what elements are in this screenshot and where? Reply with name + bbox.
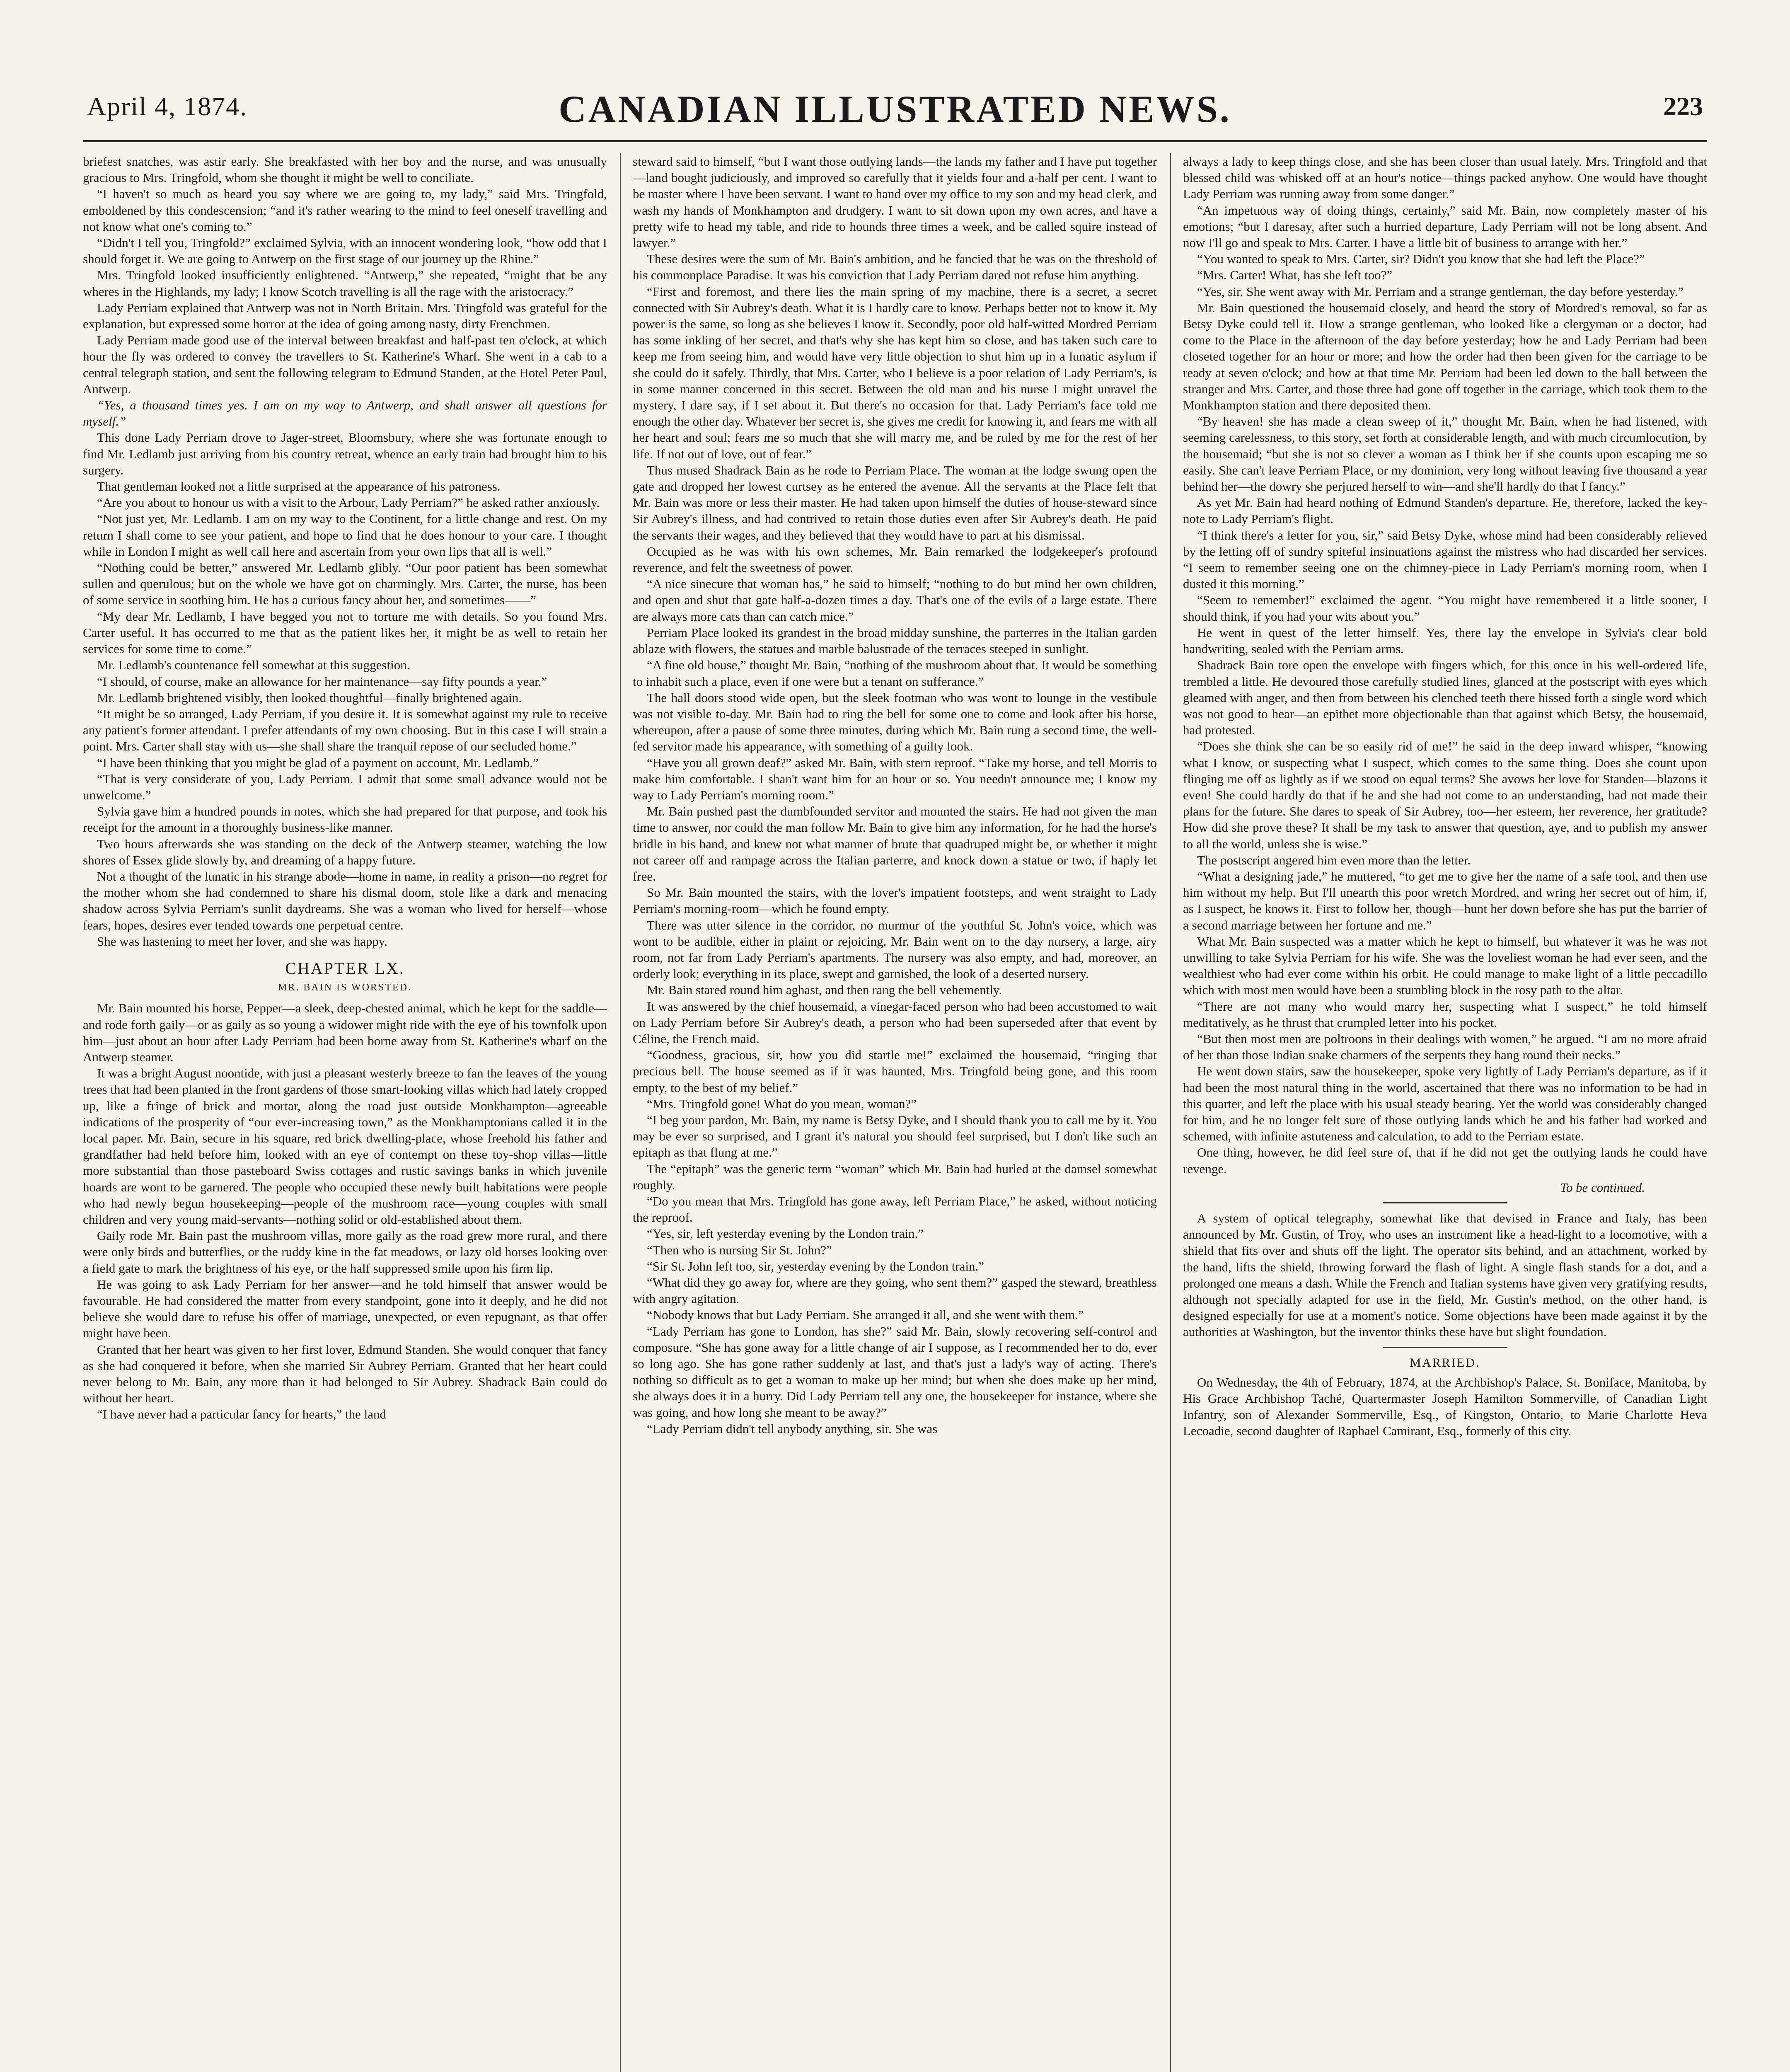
paragraph: That gentleman looked not a little surprised at the appearance of his patroness. — [97, 479, 501, 494]
paragraph: Two hours afterwards she was standing on the deck of the Antwerp steamer, watching the low shores of Essex glide slowly by, and dreaming of a happy future. — [83, 836, 607, 867]
paragraph: As yet Mr. Bain had heard nothing of Edmund Standen's departure. He, therefore, lacked the key-note to Lady Perriam's flight. — [1183, 495, 1707, 526]
paragraph: Mr. Ledlamb's countenance fell somewhat at this suggestion. — [97, 658, 410, 673]
paragraph: “There are not many who would marry her, suspecting what I suspect,” he told himself meditatively, as he thrust that crumpled letter into his pocket. — [1183, 999, 1707, 1030]
paragraph: Lady Perriam explained that Antwerp was not in North Britain. Mrs. Tringfold was grateful for the explanation, but expressed some horror at the idea of going among nasty, dirty Frenchmen. — [83, 300, 607, 332]
paragraph: So Mr. Bain mounted the stairs, with the lover's impatient footsteps, and went straight to Lady Perriam's morning-room—which he found empty. — [633, 885, 1157, 916]
paragraph: “You wanted to speak to Mrs. Carter, sir? Didn't you know that she had left the Place?” — [1197, 252, 1645, 266]
paragraph: “A fine old house,” thought Mr. Bain, “nothing of the mushroom about that. It would be something to inhabit such a place, even if one were but a tenant on sufferance.” — [633, 658, 1157, 689]
paragraph: always a lady to keep things close, and she has been closer than usual lately. Mrs. Tringfold and that blessed child was whisked off at an hour's notice—things packed anyhow. One would have thought Lady Perriam was running away from some danger.” — [1183, 154, 1707, 201]
chapter-body — [83, 1000, 607, 1422]
paragraph: He was going to ask Lady Perriam for her answer—and he told himself that answer would be favourable. He had considered the matter from every standpoint, gone into it deeply, and he did not believe she would dare to refuse his offer of marriage, unexpected, or even repugnant, as that offer might have been. — [83, 1277, 607, 1341]
paragraph: “Not just yet, Mr. Ledlamb. I am on my way to the Continent, for a little change and rest. On my return I shall come to see your patient, and hope to find that he does honour to your care. I thought while in London I might as well call here and ascertain from your own lips that all is well.” — [83, 511, 607, 559]
section-divider — [1383, 1202, 1507, 1203]
paragraph: The postscript angered him even more than the letter. — [1197, 852, 1471, 867]
paragraph: Gaily rode Mr. Bain past the mushroom villas, more gaily as the road grew more rural, and there were only birds and butterflies, or the ruddy kine in the fat meadows, or lazy old horses looking over a field gate to mark the brightness of his eye, or the half suppressed smile upon his firm lip. — [83, 1228, 607, 1276]
paragraph: What Mr. Bain suspected was a matter which he kept to himself, but whatever it was he was not unwilling to take Sylvia Perriam for his wife. She was the loveliest woman he had ever seen, and the wealthiest who had ever come within his orbit. He could manage to make light of a little peccadillo which with most men would have been a stumbling block in the rosy path to the altar. — [1183, 934, 1707, 997]
paragraph: These desires were the sum of Mr. Bain's ambition, and he fancied that he was on the threshold of his commonplace Paradise. It was his conviction that Lady Perriam dared not refuse him anything. — [633, 252, 1157, 283]
paragraph: The hall doors stood wide open, but the sleek footman who was wont to lounge in the vestibule was not visible to-day. Mr. Bain had to ring the bell for some one to come and look after his horse, whereupon, after a pause of some three minutes, during which Mr. Bain rung a second time, the well-fed servitor made his appearance, with something of a guilty look. — [633, 690, 1157, 754]
paragraph: “Sir St. John left too, sir, yesterday evening by the London train.” — [647, 1259, 984, 1273]
chapter-body-end — [1183, 153, 1707, 1177]
to-be-continued: To be continued. — [1560, 1180, 1645, 1195]
paragraph: “By heaven! she has made a clean sweep of it,” thought Mr. Bain, when he had listened, with seeming carelessness, to this story, set forth at considerable length, and with much circumlocution, by the housemaid; “but she is not so clever a woman as I think her if she counts upon escaping me so easily. She can't leave Perriam Place, or my dominion, very long without leaving five thousand a year behind her—the dowry she perjured herself to win—and she'll hardly do that I fancy.” — [1183, 414, 1707, 494]
paragraph: steward said to himself, “but I want those outlying lands—the lands my father and I have put together—land bought judiciously, and improved so carefully that it yields four and a-half per cent. I want to be master where I have been servant. I want to hand over my office to my son and my head clerk, and wash my hands of Monkhampton and drudgery. I want to sit down upon my own acres, and have a pretty wife to head my table, and ride to hounds three times a week, and be called squire instead of lawyer.” — [633, 154, 1157, 250]
paragraph: Sylvia gave him a hundred pounds in notes, which she had prepared for that purpose, and took his receipt for the amount in a thoroughly business-like manner. — [83, 804, 607, 835]
paragraph: “Do you mean that Mrs. Tringfold has gone away, left Perriam Place,” he asked, without noticing the reproof. — [633, 1194, 1157, 1225]
paragraph: “I haven't so much as heard you say where we are going to, my lady,” said Mrs. Tringfold, emboldened by this condescension; “and it's rather wearing to the mind to feel oneself travelling and not know what one's coming to.” — [83, 186, 607, 234]
paragraph: “Nothing could be better,” answered Mr. Ledlamb glibly. “Our poor patient has been somewhat sullen and querulous; but on the whole we have got on charmingly. Mrs. Carter, the nurse, has been of some service in soothing him. He has a curious fancy about her, and sometimes——” — [83, 560, 607, 608]
paragraph: Perriam Place looked its grandest in the broad midday sunshine, the parterres in the Italian garden ablaze with flowers, the statues and marble balustrade of the terraces steeped in sunlight. — [633, 625, 1157, 656]
telegram-text: “Yes, a thousand times yes. I am on my way to Antwerp, and shall answer all questions for myself.” — [83, 398, 607, 429]
paragraph: “I have never had a particular fancy for hearts,” the land — [97, 1407, 386, 1422]
paragraph: He went down stairs, saw the housekeeper, spoke very lightly of Lady Perriam's departure, as if it had been the most natural thing in the world, ascertained that there was no information to be had in this quarter, and left the place with his usual steady bearing. Yet the world was considerably changed for him, and he no longer felt sure of those outlying lands which he and his father had worked and schemed, with infinite astuteness and calculation, to add to the Perriam estate. — [1183, 1064, 1707, 1144]
paragraph: There was utter silence in the corridor, no murmur of the youthful St. John's voice, which was wont to be audible, either in plaint or rejoicing. Mr. Bain went on to the day nursery, a large, airy room, not far from Lady Perriam's apartments. The nursery was also empty, and had, moreover, an orderly look; everything in its place, swept and garnished, the look of a deserted nursery. — [633, 917, 1157, 981]
newspaper-page — [83, 83, 1707, 2072]
paragraph: “Mrs. Carter! What, has she left too?” — [1197, 268, 1393, 283]
paragraph: Mr. Bain mounted his horse, Pepper—a sleek, deep-chested animal, which he kept for the saddle—and rode forth gaily—or as gaily as so young a widower might ride with the eye of his townfolk upon him—just about an hour after Lady Perriam had been borne away from St. Katherine's wharf on the Antwerp steamer. — [83, 1001, 607, 1064]
paragraph: “Yes, sir, left yesterday evening by the London train.” — [647, 1226, 924, 1241]
column-divider — [620, 153, 621, 2072]
column-divider — [1170, 153, 1171, 2072]
paragraph: “Goodness, gracious, sir, how you did startle me!” exclaimed the housemaid, “ringing that precious bell. The house seemed as if it was haunted, Mrs. Tringfold being gone, and this room empty, to the best of my belief.” — [633, 1048, 1157, 1095]
paragraph: “Have you all grown deaf?” asked Mr. Bain, with stern reproof. “Take my horse, and tell Morris to make him comfortable. I shan't want him for an hour or so. You needn't announce me; I know my way to Lady Perriam's morning room.” — [633, 755, 1157, 802]
paragraph: “That is very considerate of you, Lady Perriam. I admit that some small advance would not be unwelcome.” — [83, 771, 607, 802]
paragraph: It was answered by the chief housemaid, a vinegar-faced person who had been accustomed to wait on Lady Perriam before Sir Aubrey's death, a person who had been superseded after that event by Céline, the French maid. — [633, 999, 1157, 1046]
paragraph: “Mrs. Tringfold gone! What do you mean, woman?” — [647, 1096, 917, 1111]
paragraph: Mr. Bain pushed past the dumbfounded servitor and mounted the stairs. He had not given the man time to answer, nor could the man follow Mr. Bain to give him any information, for he had the horse's bridle in his hand, and knew not what manner of brute that quadruped might be, or whether it might not career off and rampage across the Italian parterre, and knock down a statue or two, if haply let free. — [633, 804, 1157, 884]
chapter-subheading: MR. BAIN IS WORSTED. — [278, 982, 412, 993]
story-continuation-2 — [83, 429, 607, 949]
paragraph: “Does she think she can be so easily rid of me!” he said in the deep inward whisper, “knowing what I know, or suspecting what I suspect, which comes to the same thing. Does she count upon flinging me off as lightly as if we stood on equal terms? She avows her love for Standen—blazons it even! She could hardly do that if he and she had not come to an understanding, had not made their plans for the future. She dares to speak of Sir Aubrey, too—her esteem, her reverence, her gratitude? How did she prove these? It shall be my task to answer that question, aye, and to publish my answer to all the world, unless she is wise.” — [1183, 739, 1707, 851]
masthead — [83, 83, 1707, 141]
paragraph: Mr. Bain stared round him aghast, and then rang the bell vehemently. — [647, 983, 1002, 997]
telegraphy-article: A system of optical telegraphy, somewhat like that devised in France and Italy, has been announced by Mr. Gustin, of Troy, who uses an instrument like a head-light to a locomotive, with a shield that fits over and shuts off the light. The operator sits behind, and an attachment, worked by the hand, lifts the shield, throwing forward the flash of light. A single flash stands for a dot, and a prolonged one means a dash. While the French and Italian systems have given very gratifying results, although not specially adapted for use in the field, Mr. Gustin's method, on the other hand, is designed especially for use at a moment's notice. Some objections have been made against it by the authorities at Washington, but the inventor thinks these have but slight foundation. — [1183, 1211, 1707, 1339]
paragraph: Lady Perriam made good use of the interval between breakfast and half-past ten o'clock, at which hour the fly was ordered to convey the travellers to St. Katherine's Wharf. She went in a cab to a central telegraph station, and sent the following telegram to Edmund Standen, at the Hotel Peter Paul, Antwerp. — [83, 333, 607, 396]
paragraph: This done Lady Perriam drove to Jager-street, Bloomsbury, where she was fortunate enough to find Mr. Ledlamb just arriving from his country retreat, whence an early train had brought him to his surgery. — [83, 430, 607, 477]
story-continuation — [83, 153, 607, 397]
paragraph: “An impetuous way of doing things, certainly,” said Mr. Bain, now completely master of his emotions; “but I daresay, after such a hurried departure, Lady Perriam will not be long absent. And now I'll go and speak to Mrs. Carter. I have a little bit of business to arrange with her.” — [1183, 203, 1707, 250]
paragraph: “I should, of course, make an allowance for her maintenance—say fifty pounds a year.” — [97, 674, 547, 689]
paragraph: Thus mused Shadrack Bain as he rode to Perriam Place. The woman at the lodge swung open the gate and dropped her lowest curtsey as he entered the avenue. All the servants at the Place felt that Mr. Bain was more or less their master. He had taken upon himself the duties of house-steward since Sir Aubrey's illness, and had contrived to retain those duties even after Sir Aubrey's death. He paid the servants their wages, and they believed that they would have to part at his dismissal. — [633, 462, 1157, 542]
paragraph: “Nobody knows that but Lady Perriam. She arranged it all, and she went with them.” — [647, 1307, 1084, 1322]
paragraph: Mr. Ledlamb brightened visibly, then looked thoughtful—finally brightened again. — [97, 690, 522, 705]
paragraph: Granted that her heart was given to her first lover, Edmund Standen. She would conquer that fancy as she had conquered it before, when she married Sir Aubrey Perriam. Granted that her heart could never belong to Mr. Bain, any more than it had belonged to Sir Aubrey. Shadrack Bain could do without her heart. — [83, 1342, 607, 1406]
paragraph: “Seem to remember!” exclaimed the agent. “You might have remembered it a little sooner, I should think, if you had your wits about you.” — [1183, 593, 1707, 624]
column-3 — [1183, 153, 1707, 2072]
paragraph: It was a bright August noontide, with just a pleasant westerly breeze to fan the leaves of the young trees that had been planted in the front gardens of those smart-looking villas which had lately cropped up, like a fringe of brick and mortar, along the road just outside Monkhampton—agreeable indications of the prosperity of “our ever-increasing town,” as the Monkhamptonians called it in the local paper. Mr. Bain, secure in his square, red brick dwelling-place, whose freehold his father and grandfather had held before him, looked with an eye of contempt on these toy-shop villas—little more substantial than those pasteboard Swiss cottages and rustic savings banks in which juvenile hoards are wont to be garnered. The people who occupied these newly built habitations were people who had newly begun housekeeping—people of the mushroom race—young couples with small children and very young maid-servants—nothing solid or old-established about them. — [83, 1066, 607, 1227]
paragraph: He went in quest of the letter himself. Yes, there lay the envelope in Sylvia's clear bold handwriting, sealed with the Perriam arms. — [1183, 625, 1707, 656]
paragraph: Occupied as he was with his own schemes, Mr. Bain remarked the lodgekeeper's profound reverence, and felt the sweetness of power. — [633, 544, 1157, 575]
issue-date: April 4, 1874. — [87, 92, 248, 121]
section-divider — [1383, 1347, 1507, 1348]
married-notice: On Wednesday, the 4th of February, 1874, at the Archbishop's Palace, St. Boniface, Manitoba, by His Grace Archbishop Taché, Quartermaster Joseph Hamilton Sommerville, of Canadian Light Infantry, son of Alexander Sommerville, Esq., of Kingston, Ontario, to Marie Charlotte Heva Lecoadie, second daughter of Raphael Camirant, Esq., formerly of this city. — [1183, 1375, 1707, 1438]
chapter-heading: CHAPTER LX. — [285, 959, 405, 978]
paragraph: Not a thought of the lunatic in his strange abode—home in name, in reality a prison—no regret for the mother whom she had condemned to share his dismal doom, stole like a dark and menacing shadow across Sylvia Perriam's sunlit daydreams. She was a woman who lived for herself—whose fears, hopes, desires ever tended towards one perpetual centre. — [83, 869, 607, 932]
page-number: 223 — [1663, 92, 1703, 121]
paragraph: “First and foremost, and there lies the main spring of my machine, there is a secret, a secret connected with Sir Aubrey's death. What it is I hardly care to know. Perhaps better not to know it. My power is the same, so long as she believes I know it. Secondly, poor old half-witted Mordred Perriam has some inkling of her secret, and that's why she has kept him so close, and has taken such care to keep me from seeing him, and would have very little objection to shut him up in a lunatic asylum if she could do it safely. Thirdly, that Mrs. Carter, who I believe is a poor relation of Lady Perriam's, is in some manner concerned in this secret. Between the old man and his nurse I might unravel the mystery, I dare say, if I set about it. But there's no occasion for that. Lady Perriam's face told me enough the other day. Whatever her secret is, she gives me credit for knowing it, and fears me with all her heart and soul; fears me so much that she will marry me, and be ruled by me for the rest of her life. If not out of love, out of fear.” — [633, 284, 1157, 461]
column-2 — [633, 153, 1157, 2072]
paragraph: “What did they go away for, where are they going, who sent them?” gasped the steward, breathless with angry agitation. — [633, 1275, 1157, 1306]
paragraph: “My dear Mr. Ledlamb, I have begged you not to torture me with details. So you found Mrs. Carter useful. It has occurred to me that as the patient likes her, it might be as well to retain her services for some time to come.” — [83, 609, 607, 656]
paragraph: One thing, however, he did feel sure of, that if he did not get the outlying lands he could have revenge. — [1183, 1145, 1707, 1176]
paragraph: “But then most men are poltroons in their dealings with women,” he argued. “I am no more afraid of her than those Indian snake charmers of the serpents they hang round their necks.” — [1183, 1031, 1707, 1063]
paragraph: “Lady Perriam didn't tell anybody anything, sir. She was — [647, 1421, 938, 1436]
paragraph: “What a designing jade,” he muttered, “to get me to give her the name of a safe tool, and then use him without my help. But I'll unearth this poor wretch Mordred, and wring her secret out of him, if, as I suspect, he knows it. First to follow her, though—hunt her down before she has put the barrier of a second marriage between her fortune and me.” — [1183, 869, 1707, 932]
paragraph: briefest snatches, was astir early. She breakfasted with her boy and the nurse, and was unusually gracious to Mrs. Tringfold, whom she thought it might be well to conciliate. — [83, 154, 607, 185]
paragraph: “A nice sinecure that woman has,” he said to himself; “nothing to do but mind her own children, and open and shut that gate half-a-dozen times a day. That's one of the evils of a large estate. There are always more cats than can catch mice.” — [633, 576, 1157, 624]
paragraph: “Are you about to honour us with a visit to the Arbour, Lady Perriam?” he asked rather anxiously. — [97, 495, 600, 510]
paragraph: “It might be so arranged, Lady Perriam, if you desire it. It is somewhat against my rule to receive any patient's former attendant. I prefer attendants of my own choosing. But in this case I will strain a point. Mrs. Carter shall stay with us—she shall share the tranquil repose of our secluded home.” — [83, 706, 607, 754]
column-1 — [83, 153, 607, 2072]
paragraph: “Didn't I tell you, Tringfold?” exclaimed Sylvia, with an innocent wondering look, “how odd that I should forget it. We are going to Antwerp on the first stage of our journey up the Rhine.” — [83, 235, 607, 266]
paragraph: “Yes, sir. She went away with Mr. Perriam and a strange gentleman, the day before yesterday.” — [1197, 284, 1684, 299]
paragraph: Mr. Bain questioned the housemaid closely, and heard the story of Mordred's removal, so far as Betsy Dyke could tell it. How a strange gentleman, who looked like a clergyman or a doctor, had come to the Place in the afternoon of the day before yesterday; how he and Lady Perriam had been closeted together for an hour or more; and how the order had then been given for the carriage to be ready at seven o'clock; and how at that time Mr. Perriam had been led down to the hall between the stranger and Mrs. Carter, and those three had gone off together in the carriage, which took them to the Monkhampton station and there deposited them. — [1183, 300, 1707, 413]
newspaper-title: CANADIAN ILLUSTRATED NEWS. — [559, 88, 1231, 130]
paragraph: “Then who is nursing Sir St. John?” — [647, 1242, 832, 1257]
header-rule — [83, 140, 1707, 142]
paragraph: Mrs. Tringfold looked insufficiently enlightened. “Antwerp,” she repeated, “might that be any wheres in the Highlands, my lady; I know Scotch travelling is all the rage with the aristocracy.” — [83, 268, 607, 299]
chapter-body-continued — [633, 153, 1157, 1437]
married-heading: MARRIED. — [1410, 1356, 1480, 1370]
paragraph: “Lady Perriam has gone to London, has she?” said Mr. Bain, slowly recovering self-control and composure. “She has gone away for a little change of air I suppose, as I recommended her to do, ever so long ago. She has gone rather suddenly at last, and that's just a lady's way of acting. There's nothing so difficult as to get a woman to make up her mind; but when she does make up her mind, she always does it in a hurry. Did Lady Perriam tell any one, the housekeeper for instance, where she was going, and how long she meant to be away?” — [633, 1324, 1157, 1420]
paragraph: The “epitaph” was the generic term “woman” which Mr. Bain had hurled at the damsel somewhat roughly. — [633, 1161, 1157, 1192]
paragraph: “I beg your pardon, Mr. Bain, my name is Betsy Dyke, and I should thank you to call me by it. You may be ever so surprised, and I grant it's natural you should feel surprised, but I don't like such an epitaph as that flung at me.” — [633, 1112, 1157, 1160]
paragraph: “I have been thinking that you might be glad of a payment on account, Mr. Ledlamb.” — [97, 755, 539, 770]
paragraph: She was hastening to meet her lover, and she was happy. — [97, 934, 387, 949]
paragraph: Shadrack Bain tore open the envelope with fingers which, for this once in his well-ordered life, trembled a little. He devoured those carefully studied lines, glanced at the postscript with eyes which gleamed with anger, and then from between his clenched teeth there hissed forth a single word which was not good to hear—an epithet more objectionable than that against which Betsy, the housemaid, had protested. — [1183, 658, 1707, 738]
paragraph: “I think there's a letter for you, sir,” said Betsy Dyke, whose mind had been considerably relieved by the letting off of sundry spiteful insinuations against the mistress who had discarded her services. “I seem to remember seeing one on the chimney-piece in Lady Perriam's morning room, when I dusted it this morning.” — [1183, 528, 1707, 591]
